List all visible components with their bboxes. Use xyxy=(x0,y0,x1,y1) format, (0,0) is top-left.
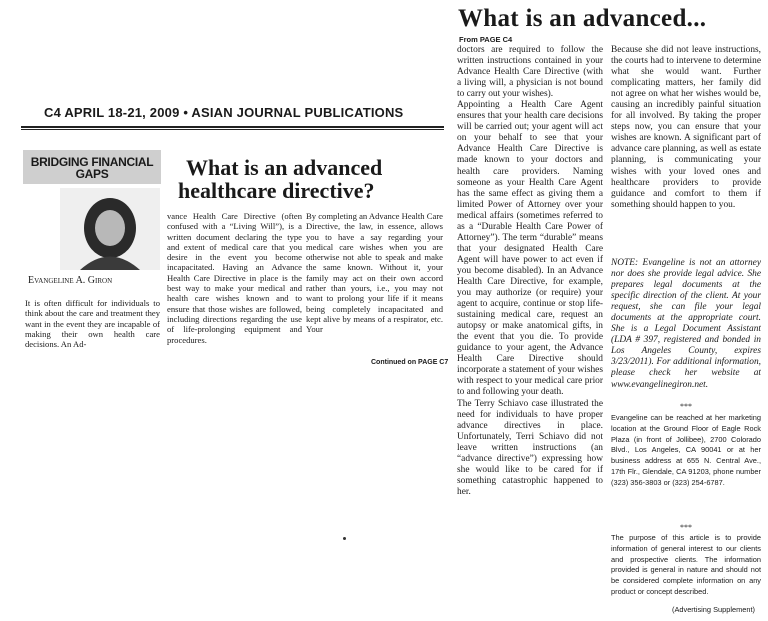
author-photo xyxy=(60,188,160,270)
continued-note: Continued on PAGE C7 xyxy=(371,359,449,366)
article-title-line2: healthcare directive? xyxy=(178,178,375,203)
left-col-2: vance Health Care Directive (often confused with a “Living Will”), is a written document declaring the type and extent of medical care that you desire in the event you become incapacitated. Having an Advance Health Care Directive in place is the best way to make your medical and health care wishes known and to ensure that those wishes are followed, including directions regarding the use of life-prolonging equipment and procedures. xyxy=(167,211,302,345)
from-page: From PAGE C4 xyxy=(459,35,513,44)
right-col-2: Because she did not leave instructions, the courts had to intervene to determine what she would want. Further complicating matters, her family did not agree on what her wishes would be, causing an incredibly painful situation for all involved. By taking the proper steps now, you can ensure that your wishes are known. A significant part of advance care planning, as well as estate planning, is communicating your wishes with your loved ones and healthcare providers to provide guidance and comfort to them if something should happen to you. xyxy=(611,45,761,210)
separator-stars: *** xyxy=(680,523,692,532)
continuation-title: What is an advanced... xyxy=(458,5,707,32)
right-col-1: doctors are required to follow the written instructions contained in your Advance Health Care Directive (with a living will, a physician is not bound to carry out your wishes). Appointing a Health Care Agent ensures that your health care decisions will be carried out; your agent will act on your behalf to see that your Advance Health Care Directive is made known to your doctors and health care providers. Naming someone as your Health Care Agent has the same effect as giving them a limited Power of Attorney over your medical affairs (sometimes referred to as a “Durable Health Care Power of Attorney”). The term “durable” means that your designated Health Care Agent will have power to act even if you become disabled). In an Advance Health Care Directive, for example, you may authorize (or require) your agent to acquire, continue or stop life-sustaining medical care, request an autopsy or make anatomical gifts, in the event that you die. To provide guidance to your agent, the Advance Health Care Directive should incorporate a statement of your wishes with respect to your medical care prior to and following your death. The Terry Schiavo case illustrated the need for individuals to have proper advance directives in place. Unfortunately, Terri Schiavo did not leave written instructions (an “advance directive”) expressing how she would like to be cared for if something catastrophic happened to her. xyxy=(457,45,603,497)
left-col-1: It is often difficult for individuals to think about the care and treatment they want in the event they are incapable of making their own health care decisions. An Ad- xyxy=(25,298,160,350)
page-header: C4 APRIL 18-21, 2009 • ASIAN JOURNAL PUBLICATIONS xyxy=(44,105,404,120)
contact-info: Evangeline can be reached at her marketing location at the Ground Floor of Eagle Rock Plaza (in front of Jollibee), 2700 Colorado Blvd., Los Angeles, CA 90041 or at her business address at 655 N. Central Ave., 17th Flr., Glendale, CA 91203, phone number (323) 356-3803 or (323) 254-6787. xyxy=(611,413,761,487)
column-badge: BRIDGING FINANCIAL GAPS xyxy=(23,150,161,184)
scan-dot xyxy=(343,537,346,540)
top-rule xyxy=(21,126,444,128)
separator-stars: *** xyxy=(680,402,692,411)
top-rule-thin xyxy=(21,129,444,130)
left-col-3: By completing an Advance Health Care Directive, the law, in essence, allows you to have a say regarding your medical care wishes when you are otherwise not able to speak and make the same known. Without it, your family may act on their own accord rather than yours, i.e., you may not want to prolong your life if it means being completely incapacitated and kept alive by means of a respirator, etc. Your xyxy=(306,211,443,335)
legal-note: NOTE: Evangeline is not an attorney nor does she provide legal advice. She prepares legal documents at the specific direction of the client. At your request, she can file your legal documents at the appropriate court. She is a Legal Document Assistant (LDA # 397, registered and bonded in Los Angeles County, expires 3/23/2011). For additional information, please check her website at www.evangelinegiron.net. xyxy=(611,258,761,390)
disclaimer: The purpose of this article is to provide information of general interest to our clients and prospective clients. The information provided is general in nature and should not be considered complete information on any product or concept described. xyxy=(611,533,761,596)
supplement-label: (Advertising Supplement) xyxy=(672,605,755,614)
article-title: What is an advanced xyxy=(186,155,383,180)
author-name: Evangeline A. Giron xyxy=(28,275,113,286)
